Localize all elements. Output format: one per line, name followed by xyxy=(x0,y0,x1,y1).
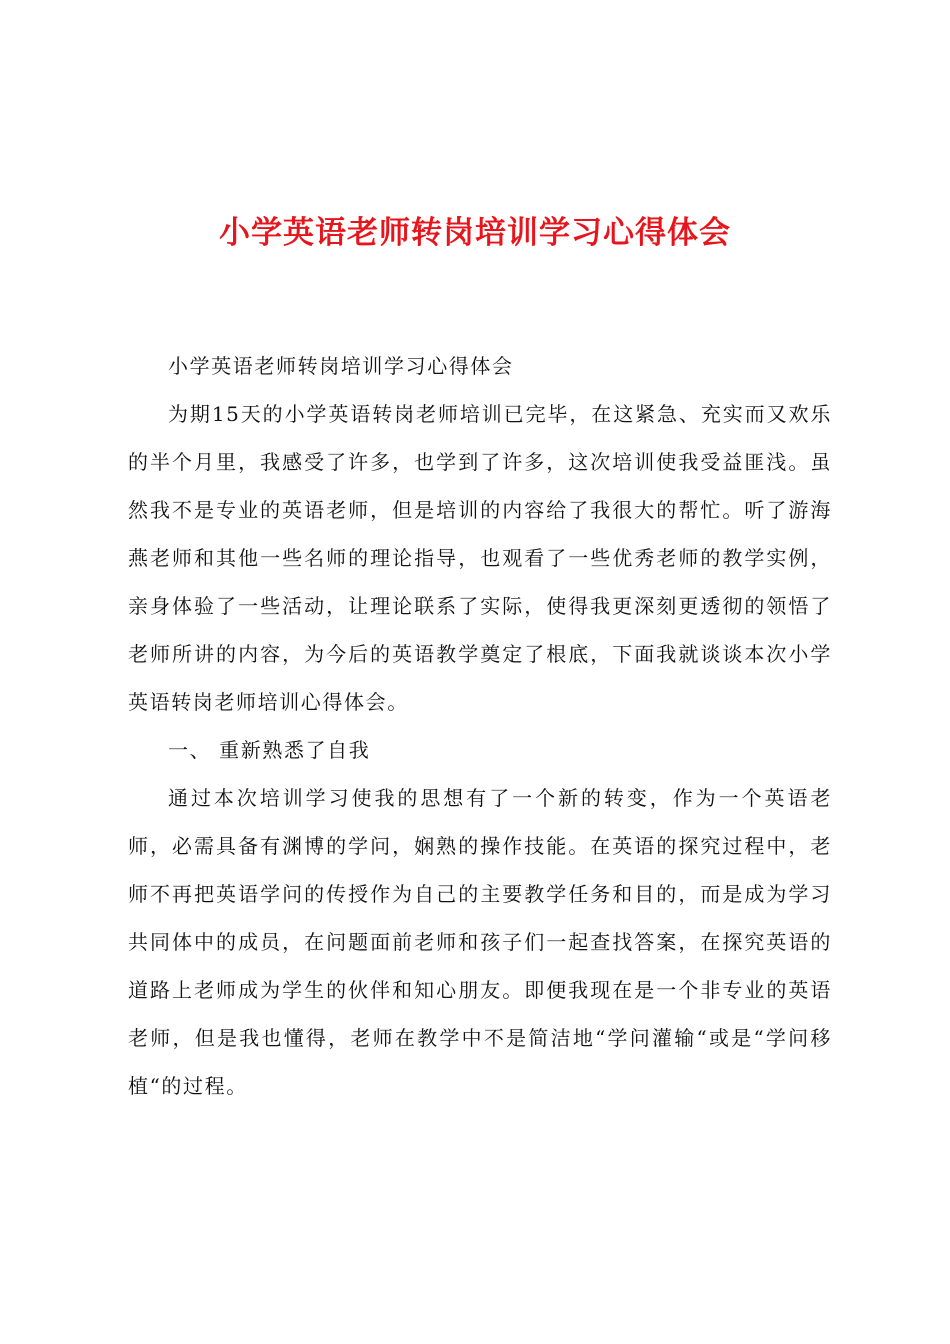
document-body xyxy=(128,342,832,1110)
section-heading-1: 一、 重新熟悉了自我 xyxy=(168,738,371,762)
document-title: 小学英语老师转岗培训学习心得体会 xyxy=(219,215,731,251)
paragraph-subtitle: 小学英语老师转岗培训学习心得体会 xyxy=(168,354,514,378)
paragraph-section-1: 通过本次培训学习使我的思想有了一个新的转变，作为一个英语老师，必需具备有渊博的学问，娴熟的操作技能。在英语的探究过程中，老师不再把英语学问的传授作为自己的主要教学任务和目的，而是成为学习共同体中的成员，在问题面前老师和孩子们一起查找答案，在探究英语的道路上老师成为学生的伙伴和知心朋友。即便我现在是一个非专业的英语老师，但是我也懂得，老师在教学中不是简洁地“学问灌输“或是“学问移植“的过程。 xyxy=(128,786,832,1098)
paragraph-intro: 为期15天的小学英语转岗老师培训已完毕，在这紧急、充实而又欢乐的半个月里，我感受了许多，也学到了许多，这次培训使我受益匪浅。虽然我不是专业的英语老师，但是培训的内容给了我很大的帮忙。听了游海燕老师和其他一些名师的理论指导，也观看了一些优秀老师的教学实例，亲身体验了一些活动，让理论联系了实际，使得我更深刻更透彻的领悟了老师所讲的内容，为今后的英语教学奠定了根底，下面我就谈谈本次小学英语转岗老师培训心得体会。 xyxy=(128,402,832,714)
